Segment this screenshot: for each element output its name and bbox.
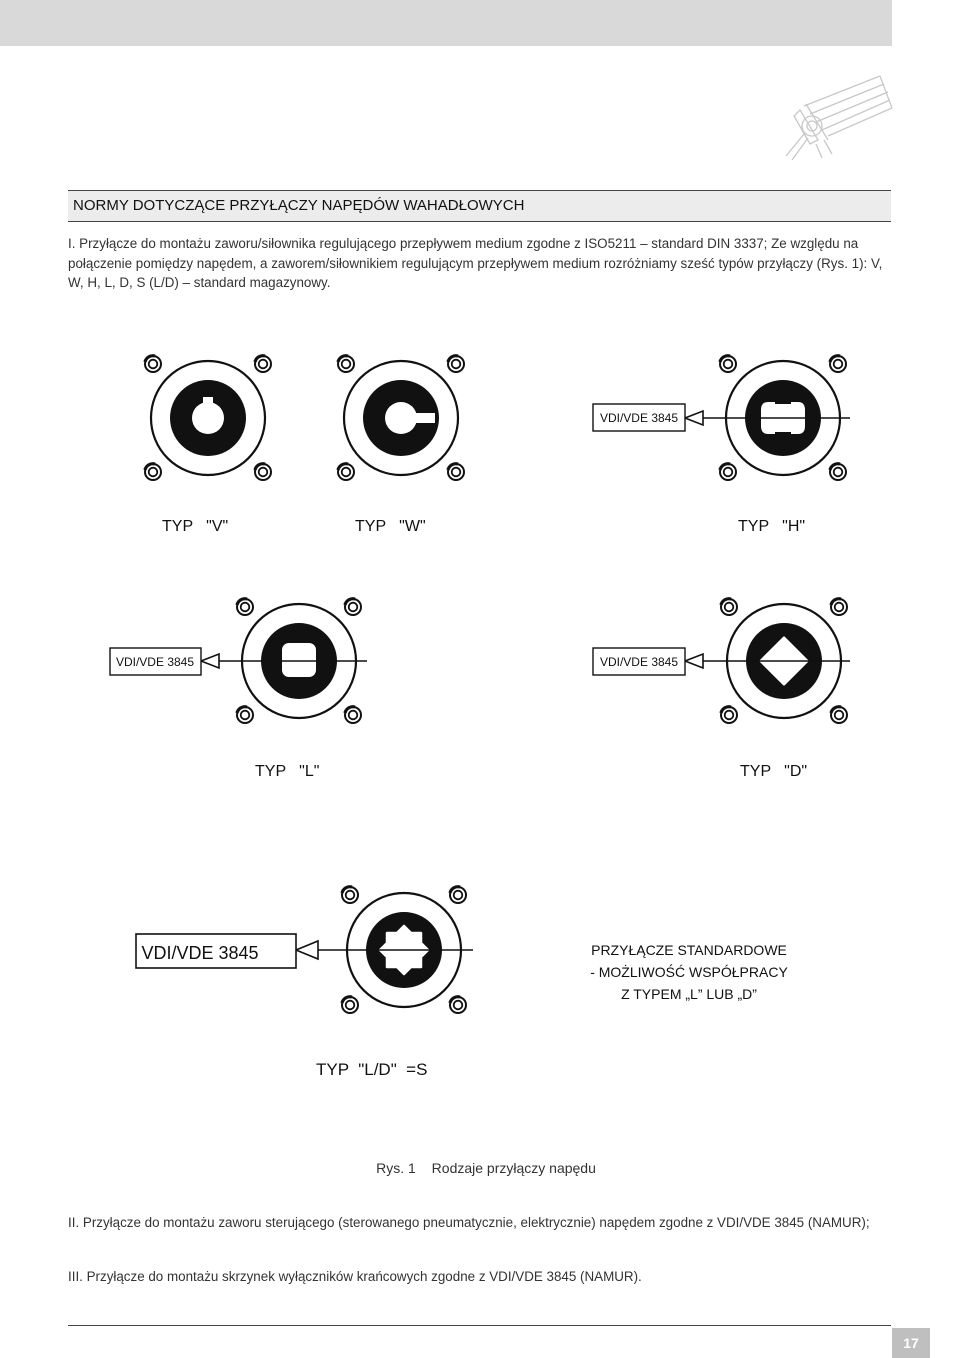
- intro-paragraph: I. Przyłącze do montażu zaworu/siłownika regulującego przepływem medium zgodne z ISO5211 – standard DIN 3337; Ze względu na połączenie pomiędzy napędem, a zaworem/siłownikiem regulującym przepływem medium rozróżniamy sześć typów przyłączy (Rys. 1): V, W, H, L, D, S (L/D) – standard magazynowy.: [68, 236, 883, 291]
- figure-caption: [0, 1160, 960, 1176]
- note-line-1: PRZYŁĄCZE STANDARDOWE: [591, 942, 787, 958]
- note-line-3: Z TYPEM „L” LUB „D”: [621, 986, 757, 1002]
- type-h-label: TYP "H": [738, 518, 806, 535]
- figure-caption-text: Rodzaje przyłączy napędu: [431, 1160, 596, 1176]
- type-w-label: TYP "W": [355, 518, 426, 535]
- type-d-label: TYP "D": [740, 763, 808, 780]
- figure-caption-prefix: Rys. 1: [376, 1160, 416, 1176]
- type-s-label: TYP "L/D" =S: [316, 1060, 428, 1079]
- page-number: 17: [892, 1328, 930, 1358]
- type-l-label: TYP "L": [255, 763, 320, 780]
- flange-type-w: [338, 356, 464, 480]
- vdi-tag-l: VDI/VDE 3845: [115, 655, 195, 669]
- vdi-tag-s: VDI/VDE 3845: [141, 943, 259, 963]
- note-line-2: - MOŻLIWOŚĆ WSPÓŁPRACY: [590, 964, 788, 980]
- type-v-label: TYP "V": [162, 518, 229, 535]
- paragraph-iii: III. Przyłącze do montażu skrzynek wyłączników krańcowych zgodne z VDI/VDE 3845 (NAMUR).: [68, 1269, 642, 1284]
- paragraph-ii: II. Przyłącze do montażu zaworu sterującego (sterowanego pneumatycznie, elektrycznie) napędem zgodne z VDI/VDE 3845 (NAMUR);: [68, 1215, 870, 1230]
- flange-type-v: [145, 356, 271, 480]
- footer-rule: [68, 1325, 891, 1326]
- vdi-tag-d: VDI/VDE 3845: [599, 655, 679, 669]
- section-heading: NORMY DOTYCZĄCE PRZYŁĄCZY NAPĘDÓW WAHADŁOWYCH: [68, 190, 891, 222]
- vdi-tag-h: VDI/VDE 3845: [599, 411, 679, 425]
